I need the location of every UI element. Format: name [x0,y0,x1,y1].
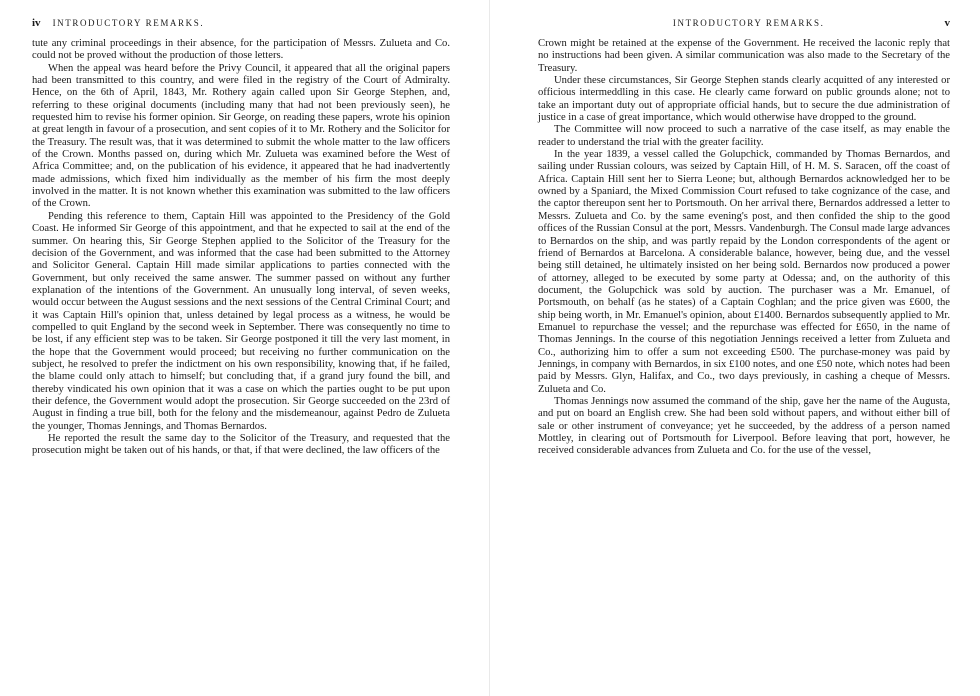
paragraph: When the appeal was heard before the Privy Council, it appeared that all the original papers had been transmitted to this country, and were filed in the registry of the Court of Admiralty. Hence, on the 6th of April, 1843, Mr. Rothery again called upon Sir George Stephen, and, referring to these original documents (including many that had not been previously seen), he requested him to revise his former opinion. Sir George, on reading these papers, wrote his opinion at great length in favour of a prosecution, and sent copies of it to Mr. Rothery and the Solicitor for the Treasury. The result was, that it was determined to submit the whole matter to the law officers of the Crown. Months passed on, during which Mr. Zulueta was examined before the West of Africa Committee; and, on the publication of his evidence, it appeared that he had inadvertently made admissions, which fixed him individually as the member of his firm the most deeply involved in the matter. It is not known whether this examination was submitted to the law officers of the Crown. [32,62,450,210]
page-number: v [944,17,950,29]
left-page-body [32,38,450,458]
running-head: INTRODUCTORY REMARKS. [52,18,205,28]
paragraph: In the year 1839, a vessel called the Golupchick, commanded by Thomas Bernardos, and sailing under Russian colours, was seized by Captain Hill, of H. M. S. Saracen, off the coast of Africa. Captain Hill sent her to Sierra Leone; but, although Bernardos acknowledged her to be owned by a Spaniard, the Mixed Commission Court refused to take cognizance of the case, and the captor thereupon sent her to Portsmouth. On her arrival there, Bernardos addressed a letter to Messrs. Zulueta and Co. by the same evening's post, and then confided the ship to the good offices of the Russian Consul at the port, Messrs. Vandenburgh. The Consul made large advances to Bernardos on the ship, and was partly repaid by the London correspondents of the agent or friend of Bernardos at Barcelona. A considerable balance, however, being due, and the vessel being still detained, he ultimately insisted on her being sold. Bernardos now produced a power of attorney, alleged to be executed by some party at Odessa; and, on the authority of this document, the Golupchick was sold by auction. The purchaser was a Mr. Emanuel, of Portsmouth, on behalf (as he states) of a Captain Coghlan; and the price given was £600, the ship being worth, in Mr. Emanuel's opinion, about £1400. Bernardos subsequently applied to Mr. Emanuel to repurchase the vessel; and the repurchase was effected for £650, in the name of Thomas Jennings. In the course of this negotiation Jennings received a letter from Zulueta and Co., authorizing him to offer a sum not exceeding £500. The purchase-money was paid by Jennings, in company with Bernardos, in six £100 notes, and one £50 note, which notes had been paid by Messrs. Glyn, Halifax, and Co., two days previously, in cashing a cheque of Messrs. Zulueta and Co. [538,149,950,395]
paragraph: Crown might be retained at the expense of the Government. He received the laconic reply that no instructions had been given. A similar communication was also made to the Secretary of the Treasury. [538,38,950,74]
left-page-header [32,14,450,38]
right-page-body [538,38,950,458]
paragraph: Thomas Jennings now assumed the command of the ship, gave her the name of the Augusta, and put on board an English crew. She had been sold without papers, and without either bill of sale or other instrument of conveyance; yet he succeeded, by the address of a person named Mottley, in clearing out of Portsmouth for Liverpool. Before leaving that port, however, he received considerable advances from Zulueta and Co. for the use of the vessel, [538,395,950,457]
page-number: iv [32,17,41,29]
right-page-header [538,14,950,38]
running-head: INTRODUCTORY REMARKS. [672,18,825,28]
paragraph: The Committee will now proceed to such a narrative of the case itself, as may enable the reader to understand the trial with the greater facility. [538,124,950,148]
paragraph: He reported the result the same day to the Solicitor of the Treasury, and requested that the prosecution might be taken out of his hands, or that, if that were declined, the law officers of the [32,433,450,457]
right-page [490,0,980,696]
paragraph: Under these circumstances, Sir George Stephen stands clearly acquitted of any interested or officious intermeddling in this case. He clearly came forward on public grounds alone; not to take an important duty out of appropriate official hands, but to secure the due administration of justice in a case of great importance, which would otherwise have dropped to the ground. [538,75,950,124]
paragraph: tute any criminal proceedings in their absence, for the participation of Messrs. Zulueta and Co. could not be proved without the production of those letters. [32,38,450,62]
paragraph: Pending this reference to them, Captain Hill was appointed to the Presidency of the Gold Coast. He informed Sir George of this appointment, and that he expected to sail at the end of the summer. On hearing this, Sir George Stephen applied to the Solicitor of the Treasury for the decision of the Government, and was informed that the case had been submitted to the Attorney and Solicitor General. Captain Hill made similar applications to parties connected with the Government, but only received the same answer. The summer passed on without any further explanation of the intentions of the Government. An unusually long interval, of seven weeks, would occur between the August sessions and the next sessions of the Central Criminal Court; and it was Captain Hill's opinion that, unless detained by legal process as a witness, he would be compelled to quit England by the second week in September. There was consequently no time to be lost, if any efficient step was to be taken. Sir George postponed it till the very last moment, in the hope that the Government would proceed; but receiving no further communication on the subject, he resolved to prefer the indictment on his own responsibility, knowing that, if he failed, the blame could only attach to himself; but concluding that, if a grand jury found the bill, and thereby vindicated his own opinion that it was a case on which the parties ought to be put upon their defence, the Government would adopt the prosecution. Sir George succeeded on the 23rd of August in finding a true bill, both for the felony and the misdemeanour, against Pedro de Zulueta the younger, Thomas Jennings, and Thomas Bernardos. [32,210,450,432]
